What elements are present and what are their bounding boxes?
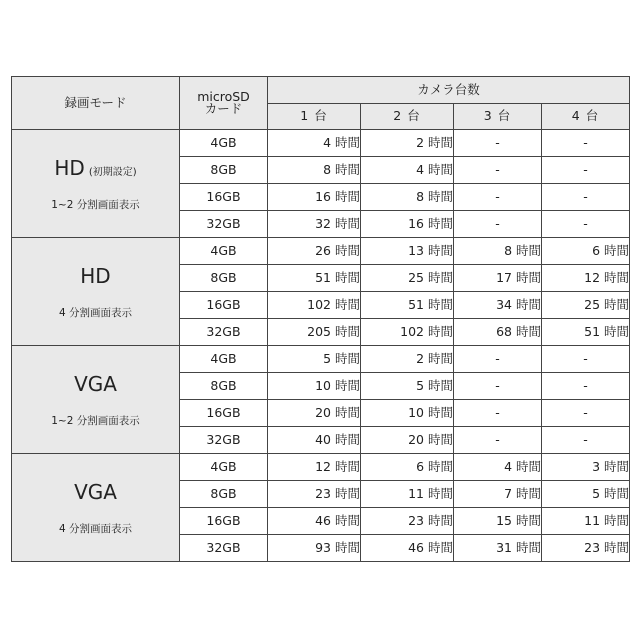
mode-title-text: HD (54, 156, 85, 181)
recording-time-cell: 25 時間 (361, 265, 454, 292)
card-capacity: 4GB (180, 346, 268, 373)
recording-time-cell: 51 時間 (542, 319, 630, 346)
recording-time-cell: 11 時間 (361, 481, 454, 508)
header-row-1 (12, 77, 630, 104)
recording-mode-cell (12, 346, 180, 454)
recording-time-cell: - (454, 130, 542, 157)
recording-time-cell: 8 時間 (268, 157, 361, 184)
recording-time-cell: 2 時間 (361, 130, 454, 157)
recording-time-cell: - (542, 130, 630, 157)
recording-time-cell: - (542, 346, 630, 373)
camera-count-3: 3 台 (454, 104, 542, 130)
recording-time-cell: 6 時間 (361, 454, 454, 481)
card-header-line1: microSD (197, 88, 250, 104)
recording-time-cell: - (542, 211, 630, 238)
recording-time-cell: 102 時間 (361, 319, 454, 346)
recording-time-cell: 11 時間 (542, 508, 630, 535)
mode-title (12, 264, 179, 289)
recording-time-cell: - (542, 373, 630, 400)
recording-time-cell: - (454, 211, 542, 238)
card-capacity: 16GB (180, 400, 268, 427)
table-row (12, 454, 630, 481)
recording-time-cell: - (454, 373, 542, 400)
recording-time-cell: - (454, 400, 542, 427)
recording-time-cell: 4 時間 (454, 454, 542, 481)
camera-count-4: 4 台 (542, 104, 630, 130)
recording-time-cell: 34 時間 (454, 292, 542, 319)
mode-note: (初期設定) (88, 167, 137, 179)
recording-time-cell: 4 時間 (361, 157, 454, 184)
recording-time-cell: 4 時間 (268, 130, 361, 157)
card-capacity: 8GB (180, 481, 268, 508)
camera-count-2: 2 台 (361, 104, 454, 130)
mode-subtitle: 4 分割画面表示 (58, 307, 133, 320)
recording-mode-cell (12, 130, 180, 238)
card-capacity: 4GB (180, 130, 268, 157)
card-capacity: 8GB (180, 157, 268, 184)
recording-time-cell: 23 時間 (361, 508, 454, 535)
recording-time-cell: 5 時間 (361, 373, 454, 400)
recording-time-cell: 102 時間 (268, 292, 361, 319)
recording-time-cell: 16 時間 (361, 211, 454, 238)
recording-time-cell: 17 時間 (454, 265, 542, 292)
card-capacity: 32GB (180, 211, 268, 238)
recording-time-cell: 31 時間 (454, 535, 542, 562)
recording-time-cell: 15 時間 (454, 508, 542, 535)
card-capacity: 4GB (180, 454, 268, 481)
table-row (12, 130, 630, 157)
mode-title (12, 372, 179, 397)
card-capacity: 16GB (180, 292, 268, 319)
recording-time-cell: 20 時間 (361, 427, 454, 454)
mode-title-text: HD (80, 264, 111, 289)
recording-time-cell: 12 時間 (542, 265, 630, 292)
mode-title-text: VGA (74, 480, 117, 505)
recording-time-cell: 8 時間 (454, 238, 542, 265)
recording-time-cell: 23 時間 (542, 535, 630, 562)
mode-subtitle: 1~2 分割画面表示 (51, 415, 140, 428)
card-capacity: 32GB (180, 427, 268, 454)
recording-time-cell: 10 時間 (361, 400, 454, 427)
table-body (12, 130, 630, 562)
card-capacity: 32GB (180, 535, 268, 562)
recording-time-table (11, 76, 630, 562)
recording-time-cell: 5 時間 (268, 346, 361, 373)
recording-time-cell: 2 時間 (361, 346, 454, 373)
recording-time-cell: 205 時間 (268, 319, 361, 346)
recording-time-cell: - (454, 184, 542, 211)
card-capacity: 8GB (180, 373, 268, 400)
recording-time-cell: 8 時間 (361, 184, 454, 211)
table-row (12, 238, 630, 265)
recording-time-cell: - (454, 346, 542, 373)
recording-time-cell: 68 時間 (454, 319, 542, 346)
recording-time-cell: 51 時間 (268, 265, 361, 292)
card-capacity: 4GB (180, 238, 268, 265)
recording-time-cell: 10 時間 (268, 373, 361, 400)
recording-time-cell: - (454, 427, 542, 454)
recording-time-cell: - (454, 157, 542, 184)
recording-time-cell: 32 時間 (268, 211, 361, 238)
recording-time-cell: 6 時間 (542, 238, 630, 265)
mode-title-text: VGA (74, 372, 117, 397)
recording-time-cell: 25 時間 (542, 292, 630, 319)
mode-subtitle: 4 分割画面表示 (58, 523, 133, 536)
card-capacity: 16GB (180, 184, 268, 211)
recording-time-cell: 7 時間 (454, 481, 542, 508)
recording-time-cell: 26 時間 (268, 238, 361, 265)
camera-count-1: 1 台 (268, 104, 361, 130)
recording-time-cell: - (542, 427, 630, 454)
recording-time-cell: 40 時間 (268, 427, 361, 454)
card-capacity: 32GB (180, 319, 268, 346)
recording-time-cell: 13 時間 (361, 238, 454, 265)
recording-mode-cell (12, 238, 180, 346)
recording-time-cell: 5 時間 (542, 481, 630, 508)
recording-time-cell: 46 時間 (268, 508, 361, 535)
table-row (12, 346, 630, 373)
microsd-card-header (180, 77, 268, 130)
recording-time-cell: 3 時間 (542, 454, 630, 481)
recording-time-cell: 16 時間 (268, 184, 361, 211)
recording-time-cell: 20 時間 (268, 400, 361, 427)
recording-time-cell: 23 時間 (268, 481, 361, 508)
recording-time-cell: - (542, 184, 630, 211)
card-header-line2: カード (204, 101, 243, 116)
recording-mode-cell (12, 454, 180, 562)
mode-title (12, 480, 179, 505)
recording-time-cell: 51 時間 (361, 292, 454, 319)
mode-title (12, 156, 179, 181)
recording-time-cell: 12 時間 (268, 454, 361, 481)
mode-subtitle: 1~2 分割画面表示 (51, 199, 140, 212)
recording-mode-header: 録画モード (12, 77, 180, 130)
recording-time-cell: 46 時間 (361, 535, 454, 562)
card-capacity: 8GB (180, 265, 268, 292)
recording-time-cell: - (542, 400, 630, 427)
card-capacity: 16GB (180, 508, 268, 535)
camera-count-header: カメラ台数 (268, 77, 630, 104)
recording-time-cell: 93 時間 (268, 535, 361, 562)
recording-time-cell: - (542, 157, 630, 184)
